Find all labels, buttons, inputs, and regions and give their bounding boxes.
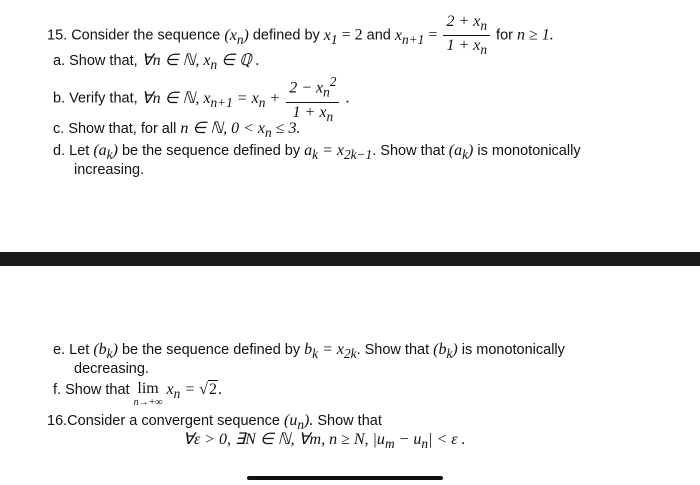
definition-a: $a_k = x_{2k-1}$ <box>304 142 373 163</box>
question-text: Consider the sequence <box>71 27 221 44</box>
sequence-b: $(b_k)$ <box>93 341 118 362</box>
part-math: ∀n ∈ ℕ, $x_{n+1} = x_n$ + <box>141 89 281 110</box>
part-label: a. <box>53 53 66 69</box>
part-label: f. <box>53 382 62 398</box>
index-condition: n ≥ 1. <box>517 26 554 44</box>
sequence-a: $(a_k)$ <box>93 142 118 163</box>
part-text-2: be the sequence defined by <box>121 143 301 159</box>
screenshot-divider-bar <box>0 252 700 266</box>
part-text: Show that, for all <box>68 121 177 137</box>
part-text-5: decreasing. <box>74 361 149 377</box>
question-text-2: Show that <box>317 413 382 429</box>
recurrence-fraction: $\frac{2 + x_n}{1 + x_n}$ <box>443 12 490 59</box>
limit-operator: lim n→+∞ <box>133 380 163 408</box>
part-text-3: . Show that <box>356 342 430 358</box>
question-text-2: defined by <box>252 27 320 44</box>
initial-value: = 2 <box>341 26 363 44</box>
part-text-4: is monotonically <box>477 143 581 159</box>
square-root: √2 <box>199 381 217 398</box>
sequence-symbol: $(x_n)$ <box>224 26 249 47</box>
initial-term: $x_1$ <box>323 26 338 47</box>
part-text: Show that, <box>69 53 138 69</box>
sequence-a-2: $(a_k)$ <box>448 142 474 163</box>
part-math: n ∈ ℕ, $0 < x_n \le 3$. <box>180 120 301 141</box>
cauchy-formula: ∀ε > 0, ∃N ∈ ℕ, ∀m, n ≥ N, $|u_m - u_n| < \varepsilon$ . <box>183 431 466 452</box>
sequence-b-2: $(b_k)$ <box>433 341 458 362</box>
part-text: Show that <box>65 382 130 398</box>
part-label: c. <box>53 121 65 137</box>
part-label: e. <box>53 342 66 358</box>
question-number: 16. <box>47 413 68 429</box>
part-text: Let <box>69 342 90 358</box>
part-text-2: be the sequence defined by <box>121 342 301 358</box>
cauchy-condition <box>183 431 466 453</box>
part-label: d. <box>53 143 66 159</box>
part-label: b. <box>53 90 66 107</box>
part-c <box>53 120 300 142</box>
sequence-u: $(u_n)$. <box>284 412 314 433</box>
for-word: for <box>496 27 513 44</box>
question-text: Consider a convergent sequence <box>67 413 280 429</box>
equals-sign: = <box>428 26 438 44</box>
part-math: ∀n ∈ ℕ, $x_n$ ∈ ℚ . <box>141 52 260 73</box>
period: . <box>217 381 222 398</box>
part-text: Let <box>69 143 90 159</box>
identity-fraction: $\frac{2 - x_n^2}{1 + x_n}$ <box>286 72 339 126</box>
bottom-screenshot-panel <box>0 266 700 485</box>
question-number: 15. <box>47 27 68 44</box>
recurrence-lhs: $x_{n+1}$ <box>394 26 425 47</box>
part-e-continuation <box>74 360 149 378</box>
part-f <box>53 380 222 408</box>
part-text-4: is monotonically <box>461 342 565 358</box>
period: . <box>345 89 350 107</box>
part-text: Verify that, <box>69 90 138 107</box>
part-text-3: . Show that <box>372 143 445 159</box>
home-indicator-bar <box>247 476 443 480</box>
definition-b: $b_k = x_{2k}$ <box>304 341 357 362</box>
part-a <box>53 52 260 74</box>
limit-term: $x_n$ = <box>166 381 196 402</box>
part-b <box>53 72 349 126</box>
and-word: and <box>366 27 391 44</box>
part-text-5: increasing. <box>74 162 145 178</box>
part-d-continuation <box>74 161 144 179</box>
